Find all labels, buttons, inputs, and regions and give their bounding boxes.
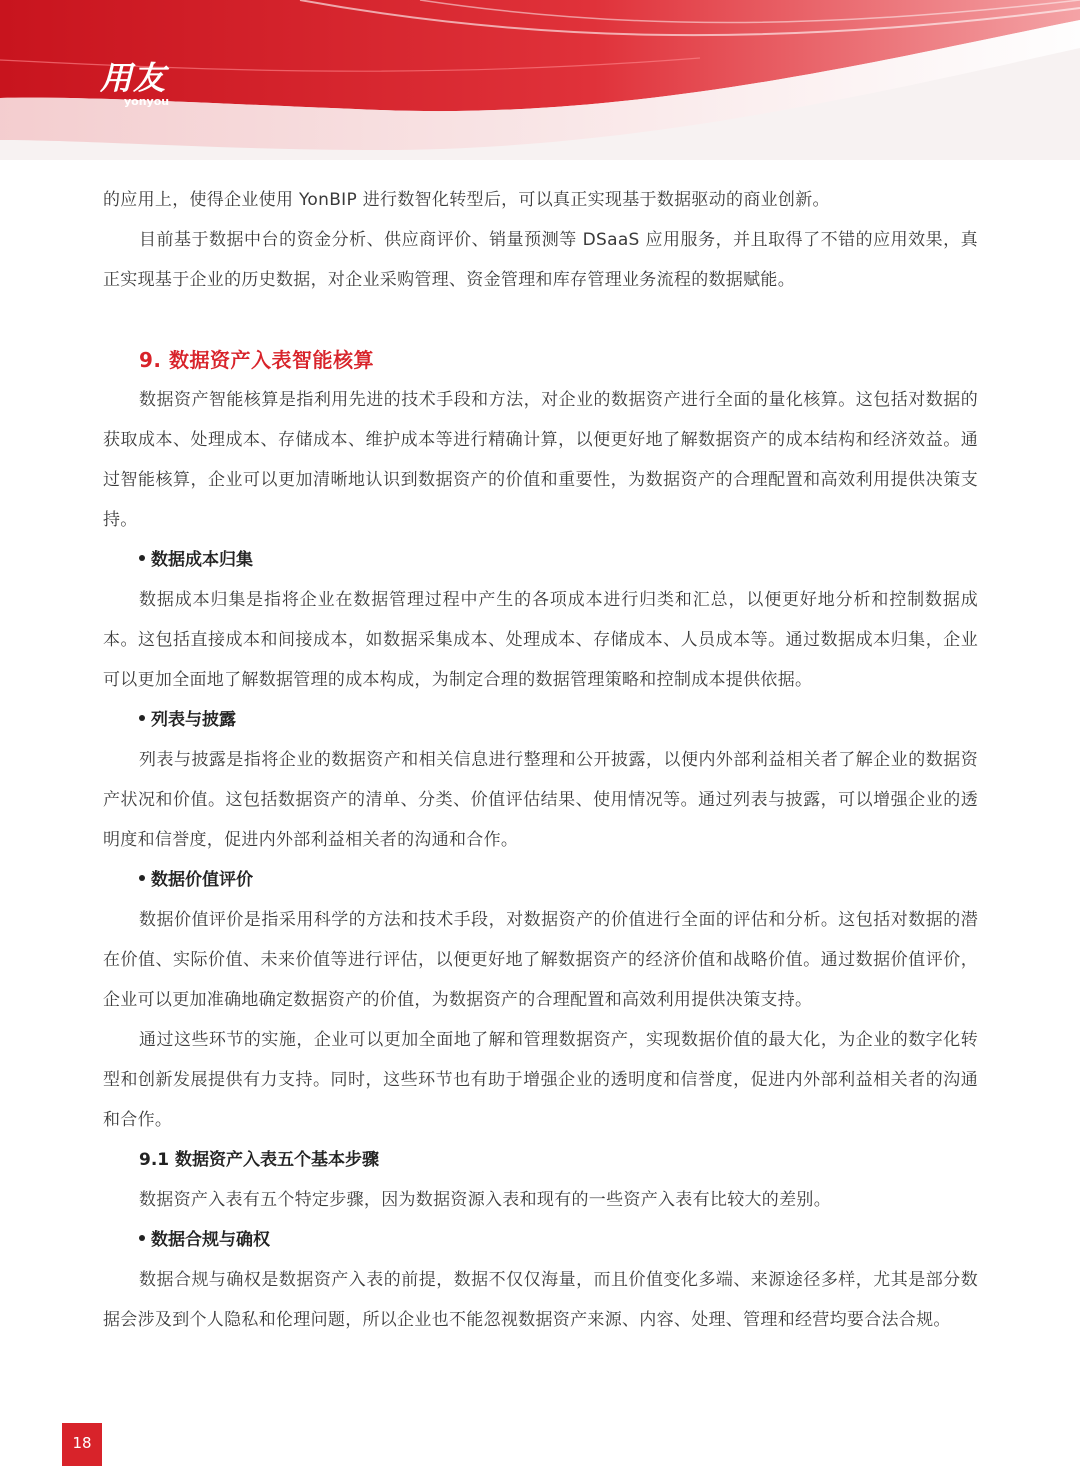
section-title: 9. 数据资产入表智能核算: [139, 348, 374, 372]
bullet-dot-icon: [139, 555, 145, 561]
bullet-dot-icon: [139, 875, 145, 881]
logo-en: yonyou: [124, 95, 170, 108]
paragraph: 的应用上，使得企业使用 YonBIP 进行数智化转型后，可以真正实现基于数据驱动的商业创新。: [103, 190, 830, 210]
logo-cn: 用友: [100, 59, 167, 97]
bullet-label: 数据成本归集: [151, 550, 253, 570]
bullet-label: 列表与披露: [151, 710, 236, 730]
header-banner: [0, 0, 1080, 160]
bullet-dot-icon: [139, 1235, 145, 1241]
bullet-label: 数据合规与确权: [151, 1230, 270, 1250]
paragraph: 数据合规与确权是数据资产入表的前提，数据不仅仅海量，而且价值变化多端、来源途径多样，尤其是部分数据会涉及到个人隐私和伦理问题，所以企业也不能忽视数据资产来源、内容、处理、管理和经营均要合法合规。: [103, 1270, 978, 1330]
bullet-heading: [103, 540, 978, 580]
article-body: [103, 180, 978, 1340]
page-number: 18: [62, 1423, 102, 1466]
paragraph: 数据资产入表有五个特定步骤，因为数据资源入表和现有的一些资产入表有比较大的差别。: [139, 1190, 831, 1210]
paragraph: 数据成本归集是指将企业在数据管理过程中产生的各项成本进行归类和汇总，以便更好地分析和控制数据成本。这包括直接成本和间接成本，如数据采集成本、处理成本、存储成本、人员成本等。通过数据成本归集，企业可以更加全面地了解数据管理的成本构成，为制定合理的数据管理策略和控制成本提供依据。: [103, 590, 978, 690]
paragraph: 数据价值评价是指采用科学的方法和技术手段，对数据资产的价值进行全面的评估和分析。这包括对数据的潜在价值、实际价值、未来价值等进行评估，以便更好地了解数据资产的经济价值和战略价值。通过数据价值评价，企业可以更加准确地确定数据资产的价值，为数据资产的合理配置和高效利用提供决策支持。: [103, 910, 978, 1010]
brand-logo: [100, 60, 169, 108]
paragraph: 列表与披露是指将企业的数据资产和相关信息进行整理和公开披露，以便内外部利益相关者了解企业的数据资产状况和价值。这包括数据资产的清单、分类、价值评估结果、使用情况等。通过列表与披露，可以增强企业的透明度和信誉度，促进内外部利益相关者的沟通和合作。: [103, 750, 978, 850]
bullet-label: 数据价值评价: [151, 870, 253, 890]
paragraph: 目前基于数据中台的资金分析、供应商评价、销量预测等 DSaaS 应用服务，并且取得了不错的应用效果，真正实现基于企业的历史数据，对企业采购管理、资金管理和库存管理业务流程的数据赋能。: [103, 230, 978, 290]
paragraph: 数据资产智能核算是指利用先进的技术手段和方法，对企业的数据资产进行全面的量化核算。这包括对数据的获取成本、处理成本、存储成本、维护成本等进行精确计算，以便更好地了解数据资产的成本结构和经济效益。通过智能核算，企业可以更加清晰地认识到数据资产的价值和重要性，为数据资产的合理配置和高效利用提供决策支持。: [103, 390, 978, 530]
paragraph: 通过这些环节的实施，企业可以更加全面地了解和管理数据资产，实现数据价值的最大化，为企业的数字化转型和创新发展提供有力支持。同时，这些环节也有助于增强企业的透明度和信誉度，促进内外部利益相关者的沟通和合作。: [103, 1030, 978, 1130]
subsection-title: 9.1 数据资产入表五个基本步骤: [139, 1150, 380, 1170]
bullet-heading: [103, 860, 978, 900]
bullet-dot-icon: [139, 715, 145, 721]
bullet-heading: [103, 1220, 978, 1260]
bullet-heading: [103, 700, 978, 740]
